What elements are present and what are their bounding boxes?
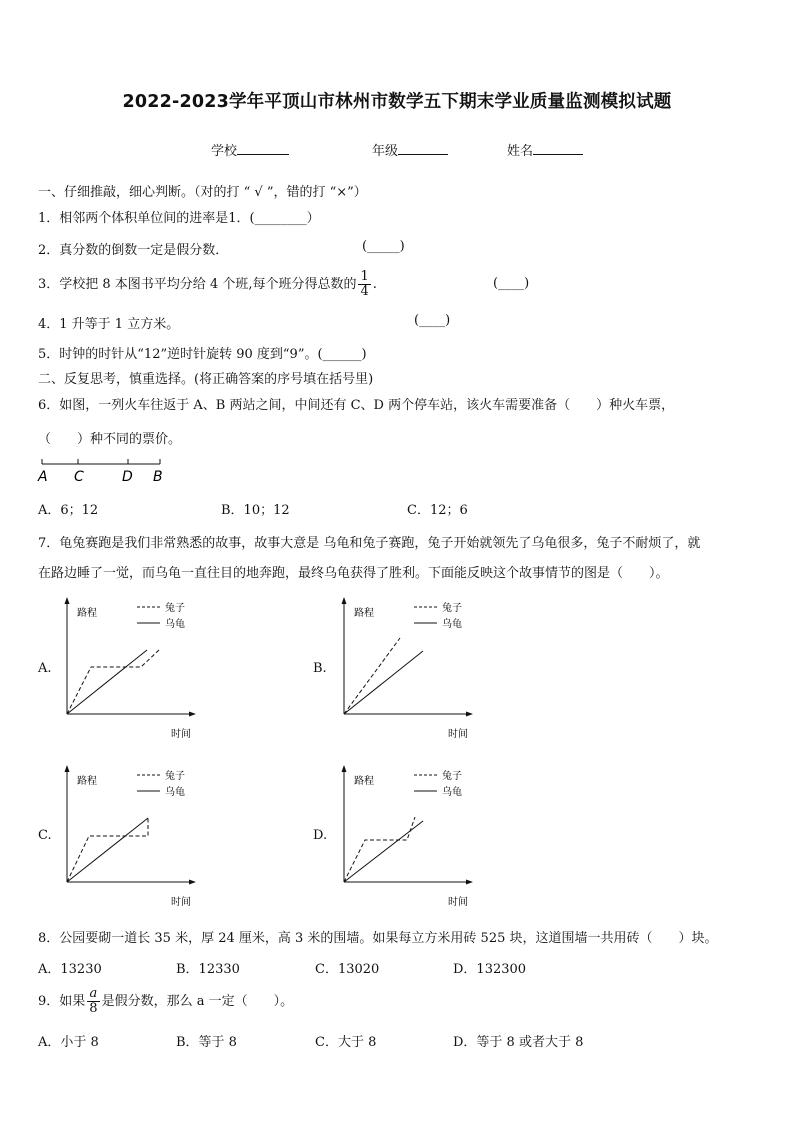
name-label: 姓名 xyxy=(507,144,534,159)
legend-turtle-label: 乌龟 xyxy=(442,619,462,630)
graph-c-label[interactable]: C. xyxy=(38,828,52,843)
question-4: 4．1 升等于 1 立方米。 xyxy=(38,317,180,332)
fraction-one-quarter xyxy=(358,270,370,299)
x-axis-label: 时间 xyxy=(448,897,468,908)
station-label-b: B xyxy=(153,469,163,485)
legend-rabbit-label: 兔子 xyxy=(442,603,462,614)
turtle-path xyxy=(67,818,148,882)
station-line-diagram xyxy=(36,455,170,487)
school-label: 学校 xyxy=(211,144,238,159)
question-2-answer-blank[interactable]: (_____) xyxy=(362,239,405,254)
school-field[interactable] xyxy=(211,140,289,159)
y-axis-arrow-icon xyxy=(65,765,70,772)
question-2: 2．真分数的倒数一定是假分数． xyxy=(38,243,229,258)
question-5: 5．时钟的时针从“12”逆时针旋转 90 度到“9”。(______) xyxy=(38,347,367,362)
legend-rabbit-label: 兔子 xyxy=(165,603,185,614)
y-axis-label: 路程 xyxy=(354,608,374,619)
question-9-prefix: 9．如果 xyxy=(38,994,86,1009)
q8-option-d[interactable]: D．132300 xyxy=(453,962,527,977)
turtle-path xyxy=(344,821,423,882)
page-title: 2022-2023学年平顶山市林州市数学五下期末学业质量监测模拟试题 xyxy=(122,92,672,112)
name-blank[interactable] xyxy=(533,141,583,155)
rabbit-path xyxy=(67,650,159,714)
q6-option-b[interactable]: B．10；12 xyxy=(221,503,290,518)
fraction-numerator: 1 xyxy=(360,269,369,284)
question-6-line1: 6．如图，一列火车往返于 A、B 两站之间，中间还有 C、D 两个停车站，该火车需要准备（ ）种火车票， xyxy=(38,398,675,413)
x-axis-arrow-icon xyxy=(189,880,196,885)
q9-option-d[interactable]: D．等于 8 或者大于 8 xyxy=(453,1035,584,1050)
graph-c[interactable] xyxy=(58,762,208,912)
school-blank[interactable] xyxy=(237,141,289,155)
graph-b[interactable] xyxy=(335,594,485,744)
q6-option-a[interactable]: A．6；12 xyxy=(38,503,99,518)
legend-rabbit-label: 兔子 xyxy=(165,771,185,782)
grade-label: 年级 xyxy=(372,144,399,159)
name-field[interactable] xyxy=(507,140,583,159)
graph-d[interactable] xyxy=(335,762,485,912)
question-7-line2: 在路边睡了一觉，而乌龟一直往目的地奔跑，最终乌龟获得了胜利。下面能反映这个故事情节的图是（ ）。 xyxy=(38,566,669,581)
turtle-path xyxy=(67,650,147,714)
question-9 xyxy=(38,984,293,1020)
fraction-numerator: a xyxy=(87,987,99,1002)
legend-rabbit-label: 兔子 xyxy=(442,771,462,782)
q8-option-b[interactable]: B．12330 xyxy=(176,962,240,977)
x-axis-label: 时间 xyxy=(171,729,191,740)
q8-option-a[interactable]: A．13230 xyxy=(38,962,102,977)
legend-turtle-label: 乌龟 xyxy=(165,787,185,798)
fraction-denominator: 8 xyxy=(89,1001,98,1016)
x-axis-arrow-icon xyxy=(466,712,473,717)
station-label-d: D xyxy=(122,469,133,485)
q9-option-c[interactable]: C．大于 8 xyxy=(315,1035,377,1050)
x-axis-label: 时间 xyxy=(448,729,468,740)
rabbit-path xyxy=(344,817,415,882)
x-axis-arrow-icon xyxy=(189,712,196,717)
question-3-answer-blank[interactable]: (____) xyxy=(493,276,530,291)
graph-b-label[interactable]: B. xyxy=(313,661,327,676)
question-3-text: 3．学校把 8 本图书平均分给 4 个班,每个班分得总数的 xyxy=(38,277,357,292)
grade-blank[interactable] xyxy=(398,141,448,155)
question-7-line1: 7．龟兔赛跑是我们非常熟悉的故事，故事大意是 乌龟和兔子赛跑，兔子开始就领先了乌龟很多，兔子不耐烦了，就 xyxy=(38,536,701,551)
question-9-text: 是假分数，那么 a 一定（ ）。 xyxy=(101,994,294,1009)
section2-heading: 二、反复思考，慎重选择。(将正确答案的序号填在括号里) xyxy=(38,372,374,387)
grade-field[interactable] xyxy=(372,140,448,159)
y-axis-label: 路程 xyxy=(77,608,97,619)
legend-turtle-label: 乌龟 xyxy=(442,787,462,798)
q9-option-b[interactable]: B．等于 8 xyxy=(176,1035,237,1050)
x-axis-label: 时间 xyxy=(171,897,191,908)
question-8: 8．公园要砌一道长 35 米，厚 24 厘米，高 3 米的围墙。如果每立方米用砖 525 块，这道围墙一共用砖（ ）块。 xyxy=(38,931,718,946)
question-4-answer-blank[interactable]: (____) xyxy=(414,313,451,328)
y-axis-label: 路程 xyxy=(354,776,374,787)
x-axis-arrow-icon xyxy=(466,880,473,885)
station-label-c: C xyxy=(74,469,84,485)
q8-option-c[interactable]: C．13020 xyxy=(315,962,380,977)
station-label-a: A xyxy=(38,469,48,485)
graph-a-label[interactable]: A. xyxy=(38,661,52,676)
y-axis-arrow-icon xyxy=(342,597,347,604)
fraction-denominator: 4 xyxy=(360,284,369,299)
legend-turtle-label: 乌龟 xyxy=(165,619,185,630)
y-axis-arrow-icon xyxy=(65,597,70,604)
graph-d-label[interactable]: D. xyxy=(313,828,328,843)
graph-a[interactable] xyxy=(58,594,208,744)
q9-option-a[interactable]: A．小于 8 xyxy=(38,1035,99,1050)
fraction-a-over-8 xyxy=(87,987,99,1016)
q6-option-c[interactable]: C．12；6 xyxy=(407,503,468,518)
question-3 xyxy=(38,267,377,303)
y-axis-arrow-icon xyxy=(342,765,347,772)
section1-heading: 一、仔细推敲，细心判断。（对的打 “ √ ”，错的打 “×”） xyxy=(38,185,367,200)
question-3-end: . xyxy=(372,277,377,292)
y-axis-label: 路程 xyxy=(77,776,97,787)
question-6-line2: （ ）种不同的票价。 xyxy=(38,432,182,447)
question-1: 1．相邻两个体积单位间的进率是1．(________） xyxy=(38,211,320,226)
